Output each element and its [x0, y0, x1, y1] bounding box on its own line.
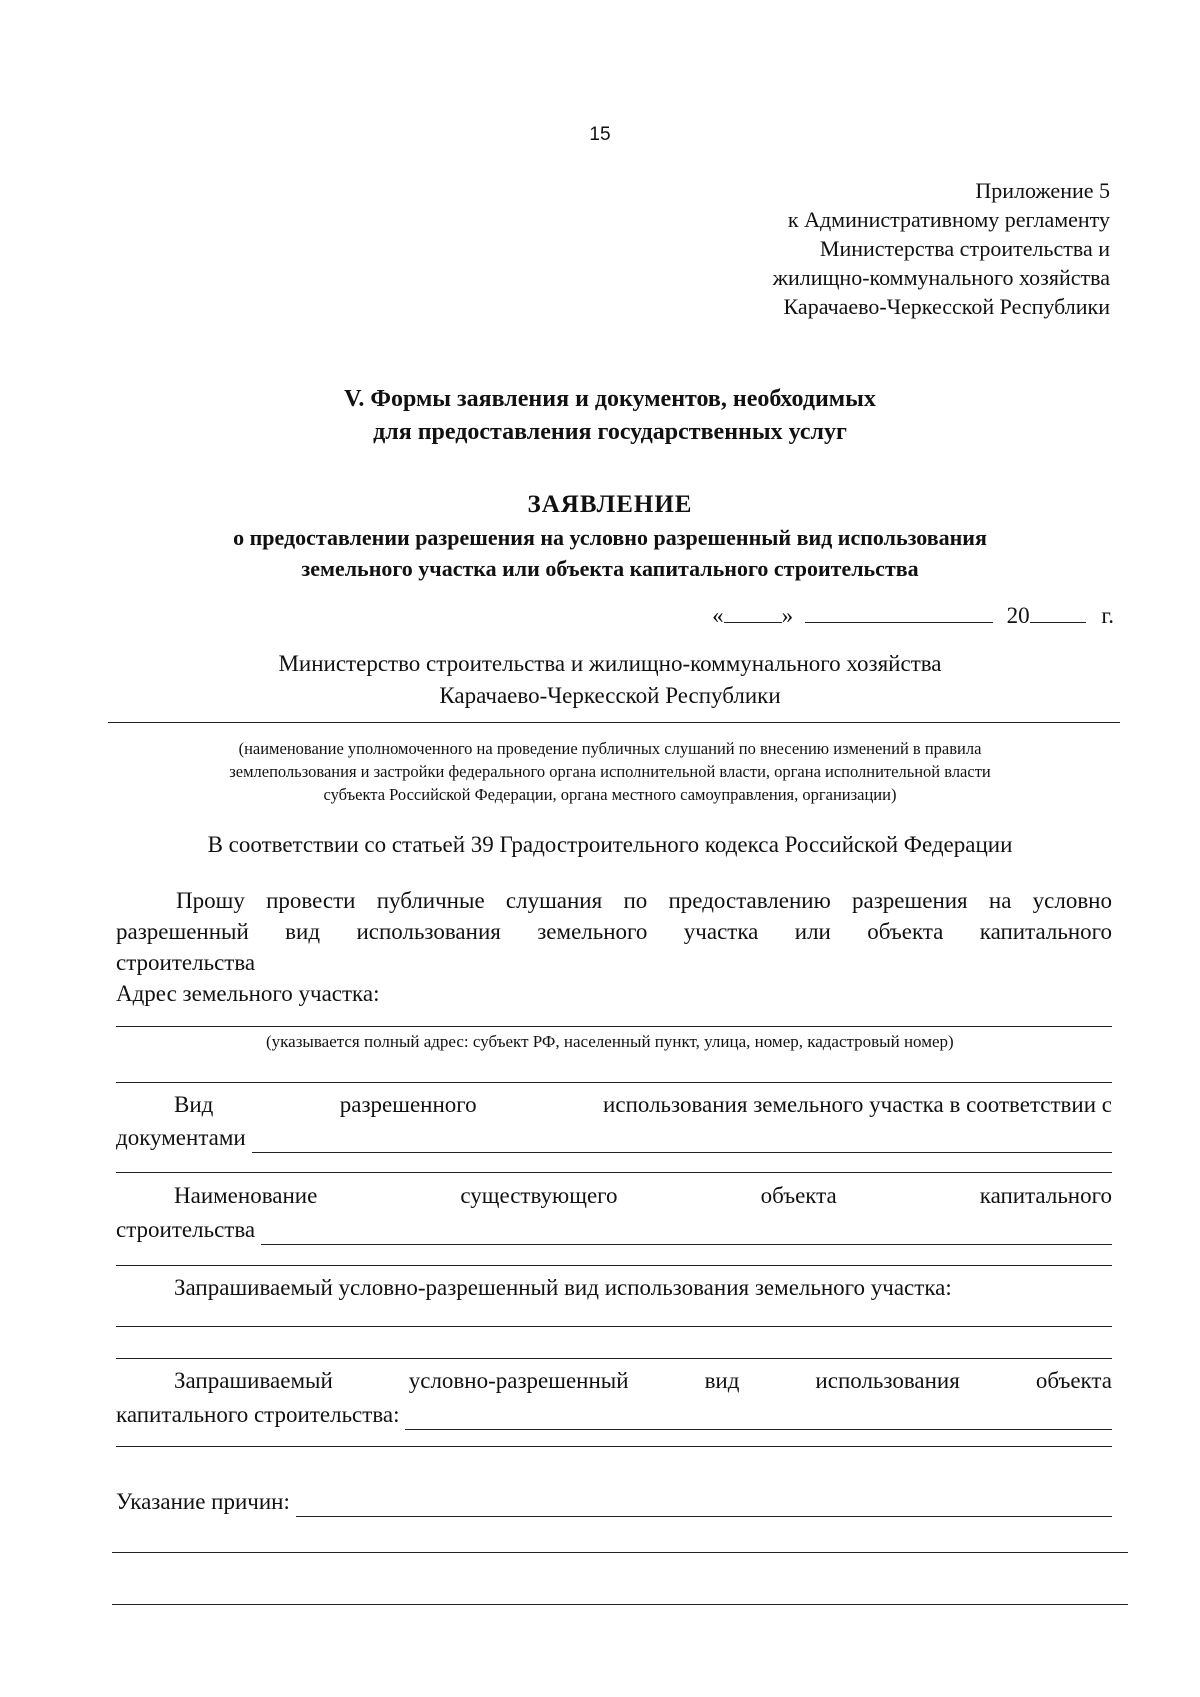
- section-title-line: для предоставления государственных услуг: [373, 419, 847, 445]
- year-field[interactable]: [1030, 600, 1086, 623]
- permitted-use-label-2: документами: [116, 1125, 246, 1150]
- month-field[interactable]: [805, 600, 993, 623]
- address-field-line-2[interactable]: [116, 1082, 1112, 1083]
- label-word: Вид: [174, 1092, 214, 1117]
- label-word: объекта: [760, 1183, 837, 1208]
- ministry-underline: [108, 722, 1120, 723]
- day-field[interactable]: [724, 600, 782, 623]
- appendix-line: Карачаево-Черкесской Республики: [783, 294, 1110, 319]
- existing-object-field-line-2[interactable]: [116, 1265, 1112, 1266]
- label-word: разрешенного: [339, 1092, 477, 1117]
- reasons-row: [116, 1486, 1112, 1517]
- label-word: вид: [704, 1368, 740, 1393]
- label-word: использования: [815, 1368, 960, 1393]
- reasons-label: Указание причин:: [116, 1489, 290, 1514]
- year-prefix: 20: [1006, 603, 1030, 628]
- existing-object-row: [116, 1214, 1112, 1245]
- requested-object-use-label-2: капитального строительства:: [116, 1402, 400, 1427]
- document-title: ЗАЯВЛЕНИЕ: [527, 491, 693, 518]
- appendix-line: Приложение 5: [975, 178, 1110, 203]
- label-word: Наименование: [174, 1183, 318, 1208]
- section-title-line: V. Формы заявления и документов, необходимых: [344, 386, 876, 412]
- appendix-header: [773, 176, 1110, 321]
- appendix-line: к Административному регламенту: [787, 207, 1110, 232]
- requested-object-use-field[interactable]: [405, 1407, 1112, 1430]
- date-open-quote: «: [712, 603, 724, 628]
- date-row: [712, 600, 1114, 629]
- ministry-name: [110, 648, 1110, 712]
- requested-object-use-field-line-2[interactable]: [116, 1446, 1112, 1447]
- permitted-use-label: [174, 1092, 1112, 1118]
- authority-note: [120, 737, 1100, 806]
- legal-basis: В соответствии со статьей 39 Градостроительного кодекса Российской Федерации: [207, 832, 1013, 857]
- address-note: (указывается полный адрес: субъект РФ, населенный пункт, улица, номер, кадастровый номер): [266, 1032, 954, 1051]
- document-subtitle-line: земельного участка или объекта капитального строительства: [301, 556, 919, 581]
- reasons-field[interactable]: [296, 1494, 1112, 1517]
- authority-note-line: субъекта Российской Федерации, органа местного самоуправления, организации): [323, 785, 897, 804]
- requested-land-use-field-line-2[interactable]: [116, 1358, 1112, 1359]
- year-suffix: г.: [1101, 603, 1114, 628]
- address-field[interactable]: [116, 1026, 1112, 1027]
- permitted-use-field-line-2[interactable]: [116, 1172, 1112, 1173]
- permitted-use-row: [116, 1122, 1112, 1153]
- request-line: разрешенный вид использования земельного участка или объекта капитального: [116, 919, 1112, 944]
- section-title: [110, 383, 1110, 449]
- requested-object-use-label: [174, 1368, 1112, 1394]
- ministry-line: Министерство строительства и жилищно-коммунального хозяйства: [278, 651, 942, 676]
- document-subtitle: [110, 522, 1110, 584]
- requested-land-use-field[interactable]: [116, 1326, 1112, 1327]
- request-line: строительства: [116, 950, 256, 975]
- requested-object-use-row: [116, 1399, 1112, 1430]
- page-number: 15: [589, 124, 611, 145]
- request-paragraph: [116, 885, 1112, 1009]
- permitted-use-field[interactable]: [252, 1130, 1112, 1153]
- appendix-line: Министерства строительства и: [819, 236, 1110, 261]
- appendix-line: жилищно-коммунального хозяйства: [772, 265, 1110, 290]
- label-word: существующего: [460, 1183, 618, 1208]
- reasons-field-line-3[interactable]: [112, 1604, 1128, 1605]
- label-word: капитального: [979, 1183, 1112, 1208]
- address-label: Адрес земельного участка:: [116, 981, 380, 1006]
- label-word: использования земельного участка в соответствии с: [603, 1092, 1112, 1117]
- label-word: Запрашиваемый: [174, 1368, 333, 1393]
- reasons-field-line-2[interactable]: [112, 1552, 1128, 1553]
- authority-note-line: землепользования и застройки федерального органа исполнительной власти, органа исполнительной власти: [229, 762, 991, 781]
- existing-object-label-2: строительства: [116, 1217, 256, 1242]
- authority-note-line: (наименование уполномоченного на проведение публичных слушаний по внесению изменений в правила: [238, 739, 982, 758]
- existing-object-field[interactable]: [261, 1222, 1112, 1245]
- label-word: условно-разрешенный: [408, 1368, 629, 1393]
- ministry-line: Карачаево-Черкесской Республики: [439, 683, 781, 708]
- requested-land-use-label: Запрашиваемый условно-разрешенный вид использования земельного участка:: [174, 1275, 952, 1300]
- existing-object-label: [174, 1183, 1112, 1209]
- document-subtitle-line: о предоставлении разрешения на условно разрешенный вид использования: [233, 525, 987, 550]
- label-word: объекта: [1035, 1368, 1112, 1393]
- date-close-quote: »: [781, 603, 794, 628]
- request-line: Прошу провести публичные слушания по предоставлению разрешения на условно: [176, 888, 1112, 913]
